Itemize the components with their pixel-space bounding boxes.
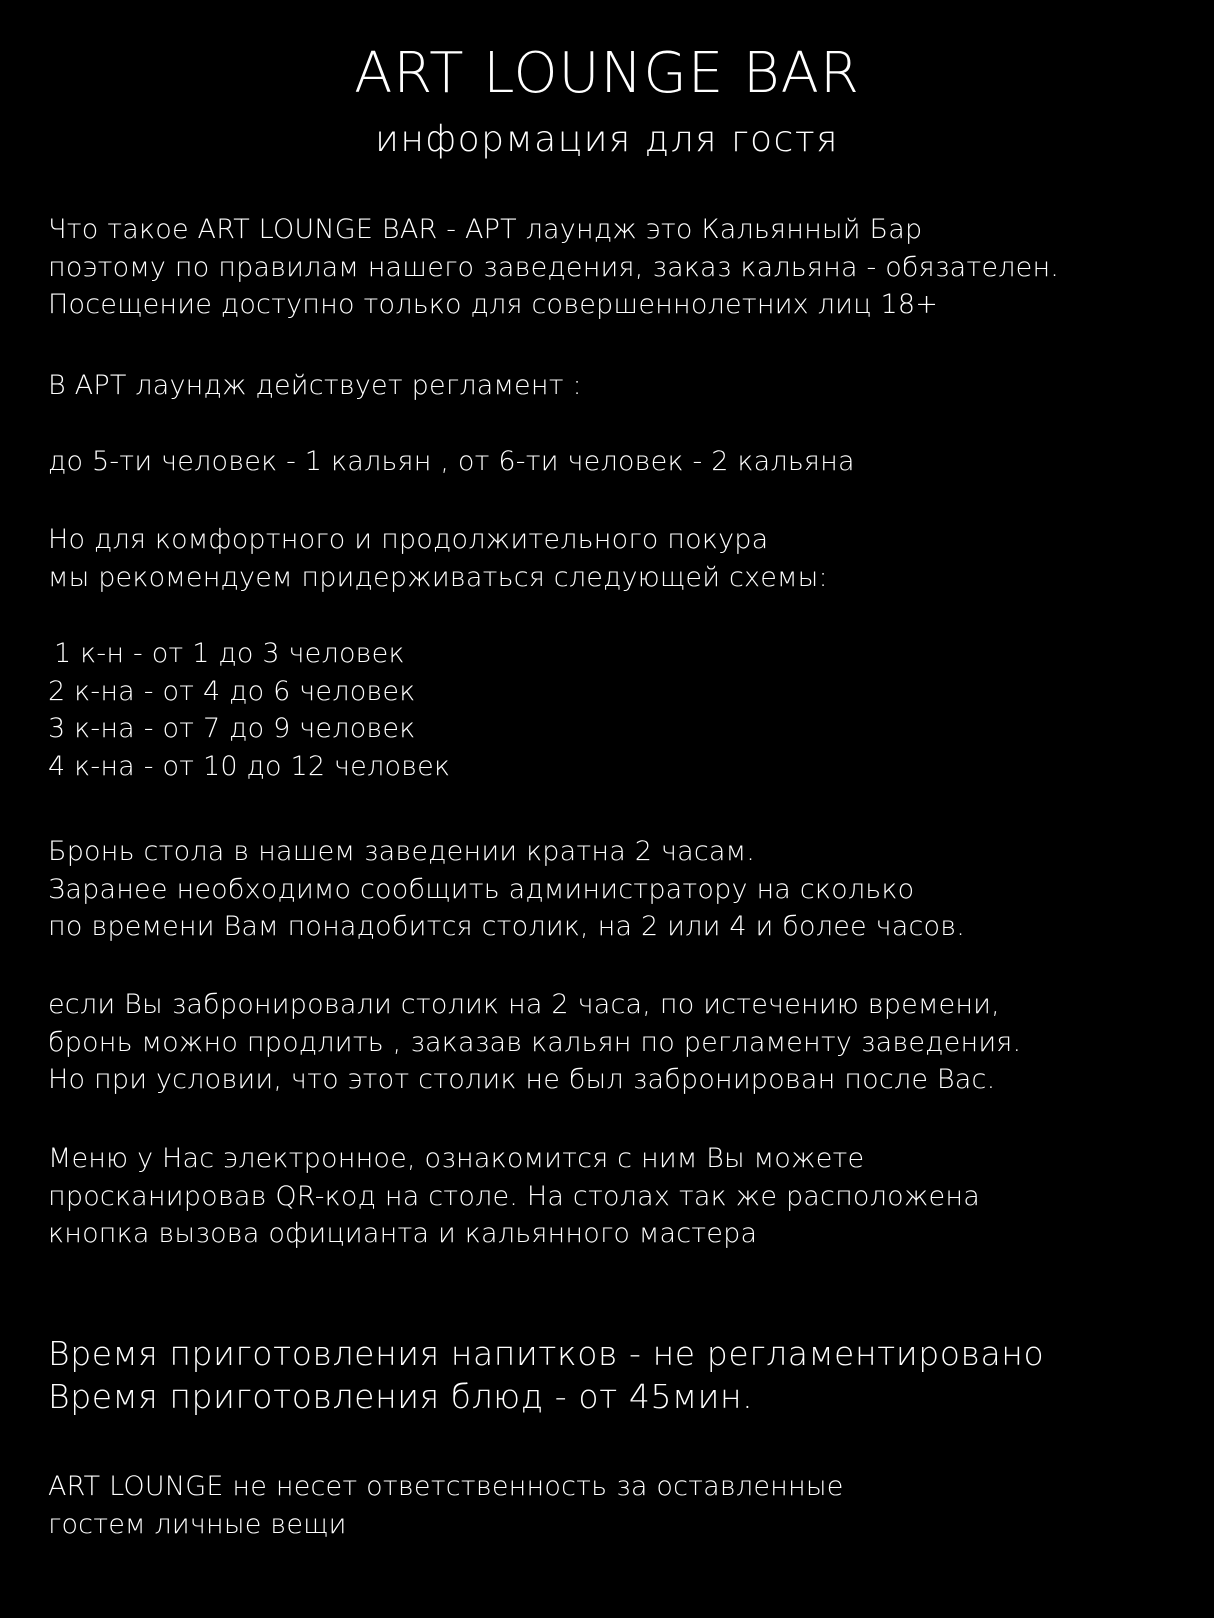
scheme-item: 2 к-на - от 4 до 6 человек bbox=[48, 675, 416, 707]
text-line: Заранее необходимо сообщить администратору на сколько bbox=[48, 873, 915, 905]
scheme-item: 3 к-на - от 7 до 9 человек bbox=[48, 713, 416, 744]
menu-paragraph bbox=[48, 1140, 1198, 1253]
disclaimer-paragraph bbox=[48, 1468, 1198, 1543]
text-line: Но при условии, что этот столик не был забронирован после Вас. bbox=[48, 1064, 996, 1095]
text-line: просканировав QR-код на столе. На столах так же расположена bbox=[48, 1180, 980, 1212]
text-line: Время приготовления блюд - от 45мин. bbox=[48, 1377, 754, 1416]
page-subtitle: информация для гостя bbox=[375, 119, 839, 160]
scheme-item: 4 к-на - от 10 до 12 человек bbox=[48, 750, 451, 782]
intro-paragraph bbox=[48, 211, 1198, 324]
regulation-rule: до 5-ти человек - 1 кальян , от 6-ти человек - 2 кальяна bbox=[48, 446, 855, 477]
text-line: Время приготовления напитков - не регламентировано bbox=[48, 1334, 1045, 1373]
recommendation-paragraph bbox=[48, 521, 1198, 596]
text-line: по времени Вам понадобится столик, на 2 или 4 и более часов. bbox=[48, 911, 966, 942]
scheme-item: 1 к-н - от 1 до 3 человек bbox=[54, 638, 405, 669]
text-line: Бронь стола в нашем заведении кратна 2 часам. bbox=[48, 836, 755, 867]
booking-paragraph bbox=[48, 833, 1198, 946]
text-line: гостем личные вещи bbox=[48, 1508, 347, 1540]
text-line: бронь можно продлить , заказав кальян по регламенту заведения. bbox=[48, 1026, 1022, 1058]
text-line: ART LOUNGE не несет ответственность за оставленные bbox=[48, 1471, 844, 1502]
timing-paragraph bbox=[48, 1332, 1198, 1418]
hookah-scheme-list bbox=[48, 635, 1198, 785]
regulation-rule-block bbox=[48, 443, 1198, 481]
text-line: Посещение доступно только для совершеннолетних лиц 18+ bbox=[48, 289, 939, 320]
text-line: поэтому по правилам нашего заведения, заказ кальяна - обязателен. bbox=[48, 251, 1060, 283]
regulation-heading-block bbox=[48, 367, 1198, 405]
text-line: кнопка вызова официанта и кальянного мастера bbox=[48, 1218, 758, 1249]
text-line: Но для комфортного и продолжительного покура bbox=[48, 524, 769, 555]
text-line: Меню у Нас электронное, ознакомится с ним Вы можете bbox=[48, 1143, 865, 1174]
extension-paragraph bbox=[48, 986, 1198, 1099]
regulation-heading: В АРТ лаундж действует регламент : bbox=[48, 370, 582, 401]
text-line: если Вы забронировали столик на 2 часа, по истечению времени, bbox=[48, 989, 1000, 1020]
page-title: ART LOUNGE BAR bbox=[354, 41, 860, 106]
text-line: Что такое ART LOUNGE BAR - АРТ лаундж это Кальянный Бар bbox=[48, 214, 923, 245]
text-line: мы рекомендуем придерживаться следующей схемы: bbox=[48, 561, 828, 593]
